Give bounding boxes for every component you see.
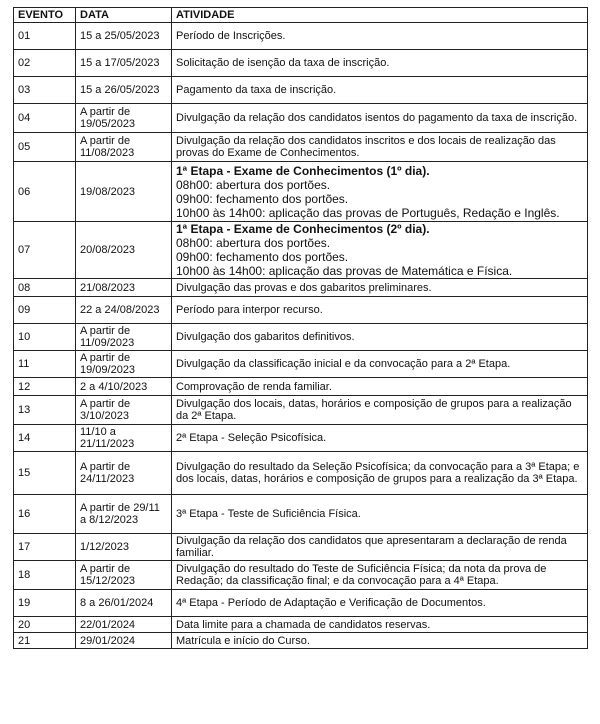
activity-line: Divulgação do resultado da Seleção Psicofísica; da convocação para a 3ª Etapa; e dos locais, datas, horários e composição de grupos para a realização da 3ª Etapa. [176,461,580,485]
event-cell: 13 [14,396,76,425]
table-row [14,495,588,534]
header-event: EVENTO [14,8,76,23]
activity-cell [172,534,588,561]
activity-cell [172,50,588,77]
table-row [14,378,588,396]
table-row [14,104,588,133]
date-cell: A partir de 3/10/2023 [76,396,172,425]
table-header-row [14,8,588,23]
activity-line: 3ª Etapa - Teste de Suficiência Física. [176,508,361,520]
table-row [14,561,588,590]
activity-line: Pagamento da taxa de inscrição. [176,84,337,96]
date-cell: A partir de 11/08/2023 [76,133,172,162]
activity-line: 1ª Etapa - Exame de Conhecimentos (1º dia). [176,163,430,178]
table-row [14,133,588,162]
header-activity: ATIVIDADE [172,8,588,23]
schedule-table [13,7,588,649]
activity-line: 2ª Etapa - Seleção Psicofísica. [176,432,327,444]
table-row [14,222,588,279]
activity-cell [172,222,588,279]
date-cell: 15 a 25/05/2023 [76,23,172,50]
activity-line: Data limite para a chamada de candidatos reservas. [176,618,431,631]
activity-cell [172,495,588,534]
activity-line: 1ª Etapa - Exame de Conhecimentos (2º dia). [176,222,430,236]
date-cell: A partir de 24/11/2023 [76,452,172,495]
activity-line: Comprovação de renda familiar. [176,380,332,393]
activity-line: 08h00: abertura dos portões. [176,236,331,250]
date-cell: A partir de 29/11 a 8/12/2023 [76,495,172,534]
date-cell: 20/08/2023 [76,222,172,279]
event-cell: 16 [14,495,76,534]
activity-cell [172,590,588,617]
activity-line: 4ª Etapa - Período de Adaptação e Verificação de Documentos. [176,597,486,609]
activity-cell [172,133,588,162]
event-cell: 07 [14,222,76,279]
event-cell: 02 [14,50,76,77]
activity-cell [172,378,588,396]
date-cell: 11/10 a 21/11/2023 [76,425,172,452]
activity-line: Divulgação dos gabaritos definitivos. [176,331,355,343]
activity-cell [172,351,588,378]
date-cell: 19/08/2023 [76,162,172,222]
date-cell: 1/12/2023 [76,534,172,561]
event-cell: 05 [14,133,76,162]
activity-cell [172,279,588,297]
activity-line: 10h00 às 14h00: aplicação das provas de Matemática e Física. [176,264,513,278]
activity-cell [172,633,588,649]
activity-line: 08h00: abertura dos portões. [176,177,331,192]
activity-cell [172,297,588,324]
event-cell: 01 [14,23,76,50]
date-cell: 22 a 24/08/2023 [76,297,172,324]
activity-cell [172,396,588,425]
activity-cell [172,452,588,495]
table-row [14,452,588,495]
table-row [14,297,588,324]
activity-line: Solicitação de isenção da taxa de inscrição. [176,57,390,69]
activity-line: Matrícula e início do Curso. [176,634,310,647]
table-row [14,77,588,104]
date-cell: 2 a 4/10/2023 [76,378,172,396]
event-cell: 14 [14,425,76,452]
activity-line: Divulgação das provas e dos gabaritos preliminares. [176,281,432,294]
activity-line: Período para interpor recurso. [176,304,323,316]
event-cell: 12 [14,378,76,396]
table-row [14,633,588,649]
date-cell: 21/08/2023 [76,279,172,297]
table-row [14,396,588,425]
event-cell: 03 [14,77,76,104]
date-cell: A partir de 11/09/2023 [76,324,172,351]
activity-cell [172,561,588,590]
table-row [14,425,588,452]
activity-line: Período de Inscrições. [176,30,286,42]
event-cell: 19 [14,590,76,617]
table-row [14,23,588,50]
table-row [14,279,588,297]
date-cell: 29/01/2024 [76,633,172,649]
event-cell: 11 [14,351,76,378]
table-row [14,617,588,633]
activity-line: 09h00: fechamento dos portões. [176,250,349,264]
event-cell: 10 [14,324,76,351]
activity-line: 10h00 às 14h00: aplicação das provas de Português, Redação e Inglês. [176,205,560,220]
date-cell: A partir de 15/12/2023 [76,561,172,590]
activity-line: Divulgação do resultado do Teste de Suficiência Física; da nota da prova de Redação; da classificação final; e da convocação para a 4ª Etapa. [176,563,547,587]
table-row [14,324,588,351]
activity-line: 09h00: fechamento dos portões. [176,191,349,206]
event-cell: 17 [14,534,76,561]
activity-line: Divulgação da relação dos candidatos inscritos e dos locais de realização das provas do Exame de Conhecimentos. [176,135,556,159]
table-body [14,23,588,649]
event-cell: 06 [14,162,76,222]
table-row [14,351,588,378]
date-cell: 15 a 26/05/2023 [76,77,172,104]
activity-cell [172,324,588,351]
date-cell: A partir de 19/09/2023 [76,351,172,378]
activity-cell [172,162,588,222]
event-cell: 15 [14,452,76,495]
activity-cell [172,425,588,452]
event-cell: 08 [14,279,76,297]
table-row [14,590,588,617]
activity-line: Divulgação da classificação inicial e da convocação para a 2ª Etapa. [176,358,511,370]
activity-cell [172,77,588,104]
date-cell: A partir de 19/05/2023 [76,104,172,133]
activity-cell [172,104,588,133]
date-cell: 22/01/2024 [76,617,172,633]
event-cell: 21 [14,633,76,649]
date-cell: 15 a 17/05/2023 [76,50,172,77]
event-cell: 18 [14,561,76,590]
date-cell: 8 a 26/01/2024 [76,590,172,617]
event-cell: 20 [14,617,76,633]
activity-cell [172,23,588,50]
event-cell: 04 [14,104,76,133]
table-row [14,534,588,561]
activity-line: Divulgação dos locais, datas, horários e composição de grupos para a realização da 2ª Etapa. [176,398,572,422]
event-cell: 09 [14,297,76,324]
activity-line: Divulgação da relação dos candidatos isentos do pagamento da taxa de inscrição. [176,112,578,124]
header-date: DATA [76,8,172,23]
activity-line: Divulgação da relação dos candidatos que apresentaram a declaração de renda familiar. [176,535,567,559]
table-row [14,162,588,222]
table-row [14,50,588,77]
activity-cell [172,617,588,633]
